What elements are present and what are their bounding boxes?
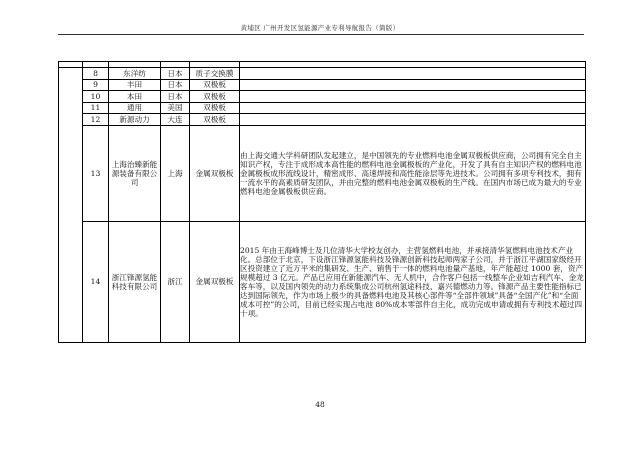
row-number: 14: [83, 221, 109, 342]
company-name: 上海治臻新能源装备有限公司: [109, 125, 161, 221]
page-number: 48: [315, 400, 325, 409]
description: [240, 68, 586, 80]
header-divider: [58, 34, 584, 35]
region: 大连: [161, 114, 190, 126]
description: 由上海交通大学科研团队发起建立，是中国领先的专业燃料电池金属双极板供应商，公司拥有完全自主知识产权，专注于成形成本高性能的燃料电池金属极板的产业化，开发了具有自主知识产权的燃料电池金属极板成形流线设计，精密成形、高速焊接和高性能涂层等先进技术。公司拥有多项专利技术，拥有一流水平的高素质研发团队，并由完整的燃料电池金属双极板的生产线。在国内市场已成为最大的专业燃料电池金属极板供应商。: [240, 125, 586, 221]
description: 2015 年由王海峰博士及几位清华大学校友创办，主营氢燃料电池，并承接清华氢燃料电池技术产业化。总部位于北京，下设浙江锋源氢能科技及锋源创新科技起师两家子公司，并于浙江平湖国家级经开区投资建立了近万平米的集研发、生产、销售于一体的燃料电池量产基地，年产能超过 1000 套，资产规模超过 3 亿元。产品已应用在新能源汽车、无人机中，合作客户包括一线整车企业如吉利汽车、金龙客车等，以及国内领先的动力系统集成公司杭州氢途科技、嘉兴德燃动力等。锋源产品主要性能指标已达到国际领先，作为市场上极少的具备燃料电池及其核心部件等“全部件领域”具备“全国产化”和“全面成本可控”的公司，目前已经实现占电池 80%成本零部件自主化，成功完成申请或拥有专利技术超过四十项。: [240, 221, 586, 342]
table-row: [59, 221, 586, 342]
company-name: 新源动力: [109, 114, 161, 126]
product: 双极板: [190, 91, 240, 103]
row-number: 10: [83, 91, 109, 103]
product: 质子交换膜: [190, 68, 240, 80]
region: 日本: [161, 68, 190, 80]
row-number: 12: [83, 114, 109, 126]
row-number: 9: [83, 79, 109, 91]
product: 金属双极板: [190, 221, 240, 342]
product: 双极板: [190, 114, 240, 126]
group-cell: [59, 68, 83, 343]
row-number: 13: [83, 125, 109, 221]
table-row: [59, 125, 586, 221]
description: [240, 114, 586, 126]
table-row: [59, 79, 586, 91]
company-name: 通用: [109, 102, 161, 114]
product: 双极板: [190, 79, 240, 91]
description: [240, 102, 586, 114]
table-row: [59, 91, 586, 103]
table-row: [59, 102, 586, 114]
region: 浙江: [161, 221, 190, 342]
company-table: [58, 61, 586, 343]
region: 日本: [161, 91, 190, 103]
region: 美国: [161, 102, 190, 114]
row-number: 11: [83, 102, 109, 114]
region: 上海: [161, 125, 190, 221]
product: 双极板: [190, 102, 240, 114]
company-name: 浙江锋源氢能科技有限公司: [109, 221, 161, 342]
row-number: 8: [83, 68, 109, 80]
table-row: [59, 114, 586, 126]
report-header: 黄埔区 广州开发区氢能源产业专利导航报告（简版）: [240, 24, 400, 32]
company-name: 丰田: [109, 79, 161, 91]
product: 金属双极板: [190, 125, 240, 221]
table-row: [59, 68, 586, 80]
description: [240, 91, 586, 103]
company-name: 本田: [109, 91, 161, 103]
company-name: 东洋纺: [109, 68, 161, 80]
description: [240, 79, 586, 91]
region: 日本: [161, 79, 190, 91]
